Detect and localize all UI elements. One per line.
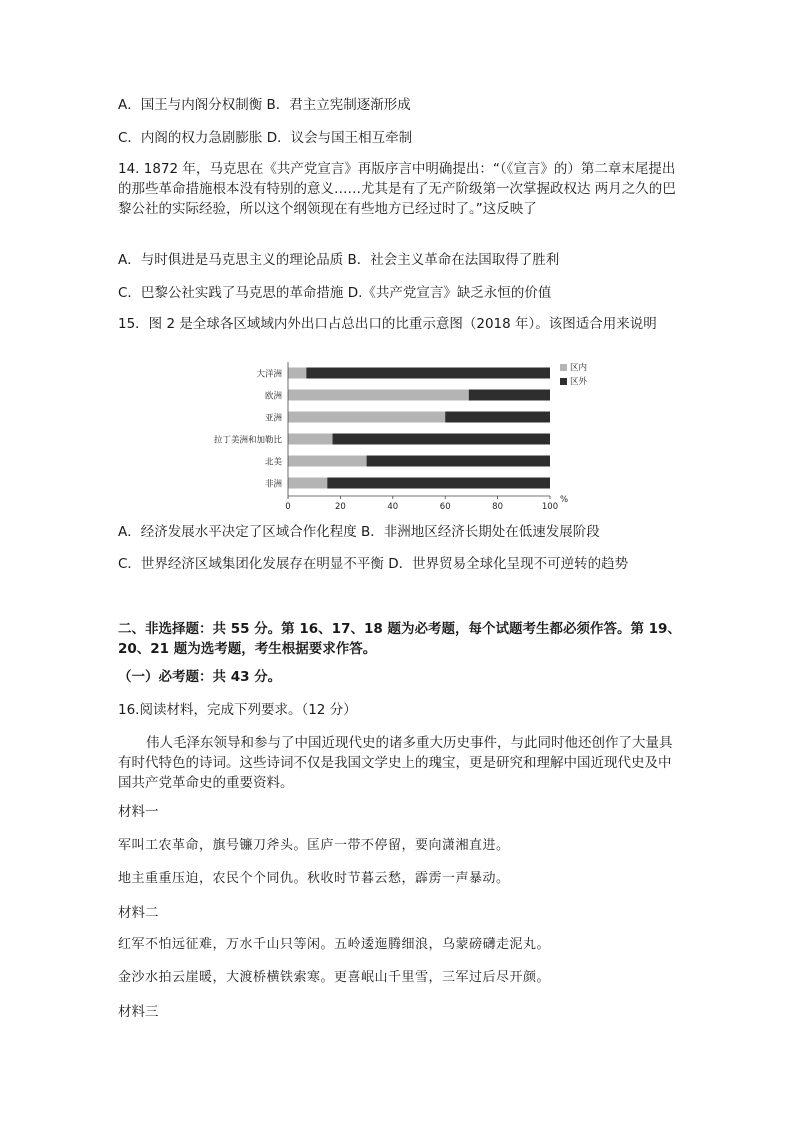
x-tick-label: 100 <box>541 502 559 512</box>
subsection-heading: （一）必考题：共 43 分。 <box>118 669 282 685</box>
bar-segment <box>469 390 550 401</box>
bar-segment <box>288 368 306 379</box>
material-intro: 伟人毛泽东领导和参与了中国近现代史的诸多重大历史事件，与此同时他还创作了大量具有时代特色的诗词。这些诗词不仅是我国文学史上的瑰宝，更是研究和理解中国近现代史及中国共产党革命史的重要资料。 <box>118 735 673 791</box>
material-title: 材料一 <box>118 804 159 820</box>
legend-swatch <box>560 378 567 385</box>
category-label: 欧洲 <box>264 391 282 402</box>
category-label: 北美 <box>264 457 282 468</box>
option-line: A．经济发展水平决定了区域合作化程度 B．非洲地区经济长期处在低速发展阶段 <box>118 524 600 540</box>
category-label: 非洲 <box>264 479 282 490</box>
x-tick-label: 20 <box>334 502 346 512</box>
export-share-chart <box>192 356 588 514</box>
bar-segment <box>288 456 367 467</box>
x-tick-label: 40 <box>387 502 399 512</box>
question-stem: 16.阅读材料，完成下列要求。（12 分） <box>118 702 357 718</box>
x-tick-label: 60 <box>439 502 451 512</box>
option-line: A．国王与内阁分权制衡 B．君主立宪制逐渐形成 <box>118 97 411 113</box>
x-tick-label: 80 <box>492 502 504 512</box>
option-line: C．内阁的权力急剧膨胀 D．议会与国王相互牵制 <box>118 130 413 146</box>
option-line: A．与时俱进是马克思主义的理论品质 B．社会主义革命在法国取得了胜利 <box>118 252 560 268</box>
section-heading: 二、非选择题：共 55 分。第 16、17、18 题为必考题，每个试题考生都必须作答。第 19、20、21 题为选考题，考生根据要求作答。 <box>118 621 681 657</box>
material-title: 材料二 <box>118 905 159 921</box>
option-line: C．巴黎公社实践了马克思的革命措施 D.《共产党宣言》缺乏永恒的价值 <box>118 285 552 301</box>
poem-line: 地主重重压迫，农民个个同仇。秋收时节暮云愁，霹雳一声暴动。 <box>118 871 510 886</box>
legend-label: 区外 <box>570 377 588 387</box>
bar-segment <box>288 390 469 401</box>
bar-segment <box>306 368 550 379</box>
poem-line: 金沙水拍云崖暖，大渡桥横铁索寒。更喜岷山千里雪，三军过后尽开颜。 <box>118 970 551 985</box>
bar-segment <box>288 478 327 489</box>
x-unit-label: % <box>560 495 569 505</box>
category-label: 大洋洲 <box>256 369 282 380</box>
bar-segment <box>327 478 550 489</box>
category-label: 拉丁美洲和加勒比 <box>213 435 282 446</box>
bar-segment <box>288 412 445 423</box>
x-tick-label: 0 <box>285 502 291 512</box>
legend-label: 区内 <box>570 363 588 373</box>
bar-segment <box>367 456 550 467</box>
bar-segment <box>288 434 333 445</box>
bar-segment <box>333 434 550 445</box>
bar-segment <box>445 412 550 423</box>
question-stem: 14. 1872 年，马克思在《共产党宣言》再版序言中明确提出：“（《宣言》的）第二章末尾提出的那些革命措施根本没有特别的意义……尤其是有了无产阶级第一次掌握政权达 两月之久的巴黎公社的实际经验，所以这个纲领现在有些地方已经过时了。”这反映了 <box>118 161 676 217</box>
legend-swatch <box>560 364 567 371</box>
question-stem: 15．图 2 是全球各区域域内外出口占总出口的比重示意图（2018 年）。该图适合用来说明 <box>118 316 657 332</box>
material-title: 材料三 <box>118 1004 159 1020</box>
option-line: C．世界经济区域集团化发展存在明显不平衡 D．世界贸易全球化呈现不可逆转的趋势 <box>118 556 629 572</box>
poem-line: 军叫工农革命，旗号镰刀斧头。匡庐一带不停留，要向潇湘直进。 <box>118 838 510 853</box>
category-label: 亚洲 <box>264 413 282 424</box>
poem-line: 红军不怕远征难，万水千山只等闲。五岭逶迤腾细浪，乌蒙磅礴走泥丸。 <box>118 937 551 952</box>
